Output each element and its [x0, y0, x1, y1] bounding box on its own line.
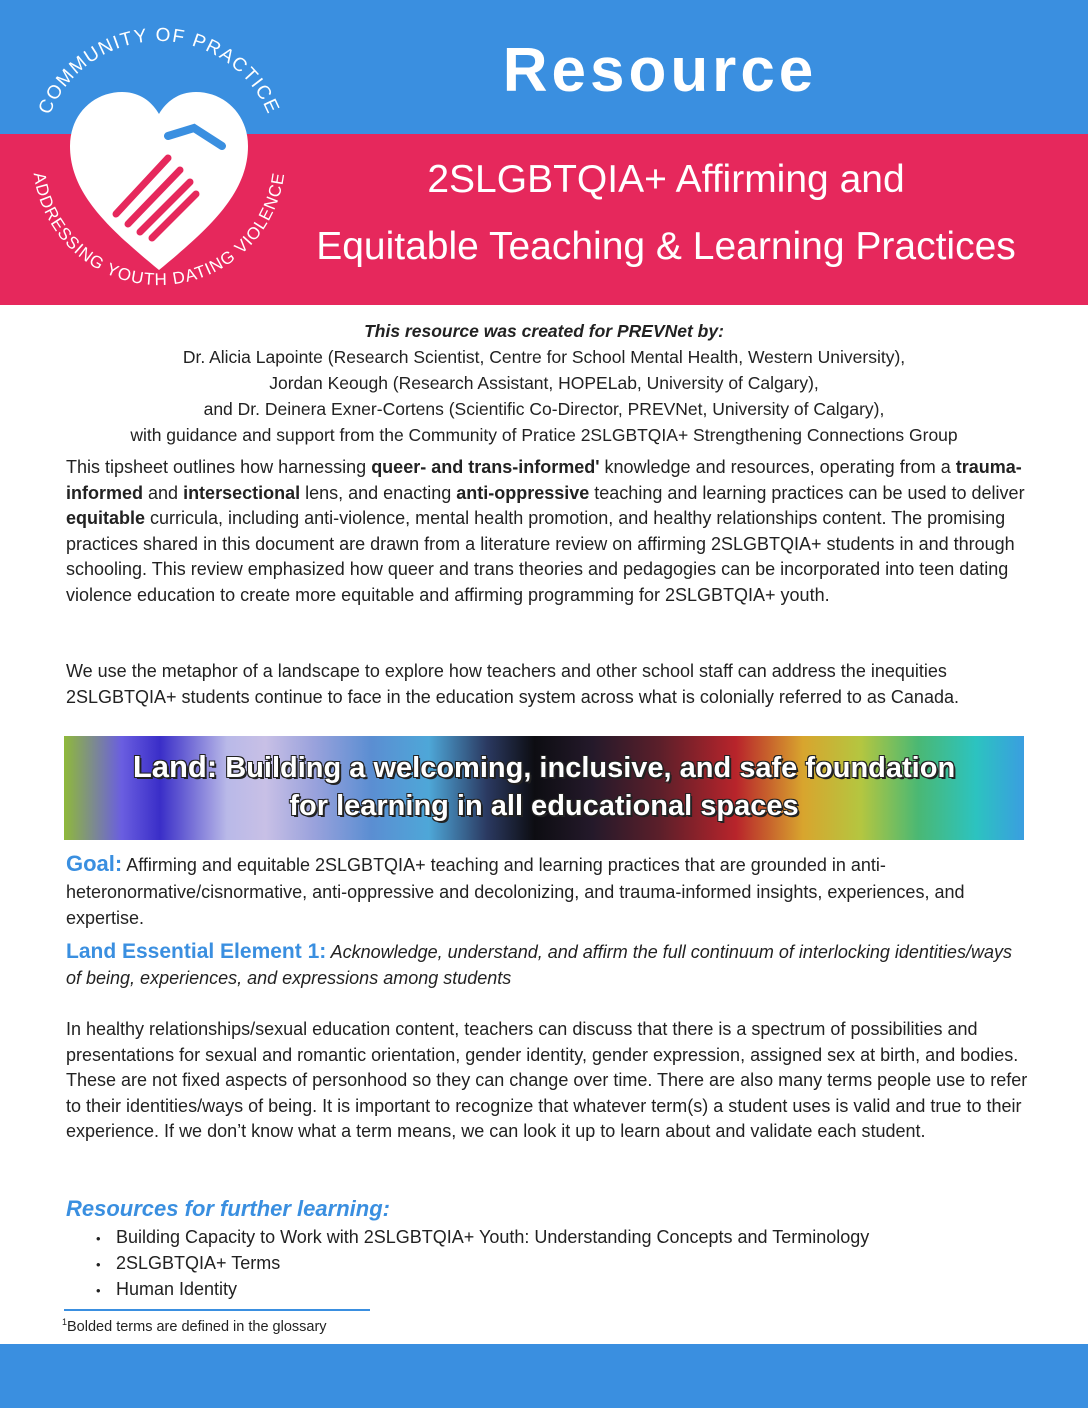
subtitle-line-1: 2SLGBTQIA+ Affirming and [427, 158, 905, 201]
bullet-icon: • [96, 1230, 101, 1246]
intro-text: teaching and learning practices can be used to deliver [589, 482, 1025, 503]
element-text: Acknowledge, understand, and affirm the full continuum of interlocking identities/ways of being, experiences, and expressions among students [66, 942, 1012, 988]
goal-text: Affirming and equitable 2SLGBTQIA+ teaching and learning practices that are grounded in anti-heteronormative/cisnormative, anti-oppressive and decolonizing, and trauma-informed insights, experiences, and expertise. [66, 855, 965, 928]
glossary-term: queer- and trans-informed' [371, 457, 600, 477]
glossary-term: intersectional [183, 482, 301, 503]
footer-blue-band [0, 1344, 1088, 1408]
land-banner-text: Building a welcoming, inclusive, and safe foundation [217, 752, 956, 784]
logo-bottom-text: ADDRESSING YOUTH DATING VIOLENCE [29, 170, 289, 290]
goal-label: Goal: [66, 851, 123, 876]
credits-heading: This resource was created for PREVNet by: [364, 321, 724, 341]
landscape-paragraph: We use the metaphor of a landscape to explore how teachers and other school staff can address the inequities 2SLGBTQIA+ students continue to face in the education system across what is colonially referred to as Canada. [66, 661, 959, 707]
bullet-icon: • [96, 1282, 101, 1298]
footnote-text: Bolded terms are defined in the glossary [67, 1318, 327, 1335]
footnote-divider [64, 1309, 370, 1311]
community-of-practice-logo [18, 18, 300, 300]
intro-text: This tipsheet outlines how harnessing [66, 457, 372, 477]
spectrum-paragraph: In healthy relationships/sexual education content, teachers can discuss that there is a spectrum of possibilities and presentations for sexual and romantic orientation, gender identity, gender expression, assigned sex at birth, and bodies. These are not fixed aspects of personhood so they can change over time. There are also many terms people use to refer to their identities/ways of being. It is important to recognize that whatever term(s) a student uses is valid and true to their experience. If we don’t know what a term means, we can look it up to learn about and validate each student. [66, 1019, 1028, 1142]
land-banner-line-2: for learning in all educational spaces [289, 790, 799, 822]
intro-text: curricula, including anti-violence, mental health promotion, and healthy relationships content. The promising practices shared in this document are drawn from a literature review on affirming 2SLGBTQIA+ students in and through schooling. This review emphasized how queer and trans theories and pedagogies can be incorporated into teen dating violence education to create more equitable and affirming programming for 2SLGBTQIA+ youth. [66, 508, 1015, 605]
page-subtitle [290, 146, 1042, 280]
subtitle-line-2: Equitable Teaching & Learning Practices [316, 225, 1016, 268]
resource-link-terms[interactable] [96, 1251, 869, 1277]
intro-text: lens, and enacting [300, 482, 457, 503]
credits-block [40, 318, 1048, 448]
credits-line-2: Jordan Keough (Research Assistant, HOPELab, University of Calgary), [269, 373, 819, 393]
resource-label: Human Identity [116, 1279, 238, 1299]
resource-link-human-identity[interactable] [96, 1277, 869, 1303]
essential-element-1 [66, 939, 1030, 991]
glossary-term: trauma-informed [66, 457, 1022, 503]
credits-line-1: Dr. Alicia Lapointe (Research Scientist, Centre for School Mental Health, Western University), [182, 347, 906, 367]
bullet-icon: • [96, 1256, 101, 1272]
resource-label: 2SLGBTQIA+ Terms [116, 1253, 281, 1273]
intro-text: knowledge and resources, operating from a [599, 457, 956, 477]
footnote [62, 1317, 327, 1335]
land-section-banner [64, 736, 1024, 840]
land-banner-lead: Land: [132, 749, 218, 784]
logo-top-text: COMMUNITY OF PRACTICE [34, 24, 284, 118]
footnote-marker: 1 [62, 1317, 68, 1327]
intro-paragraph [66, 455, 1030, 609]
credits-line-3: and Dr. Deinera Exner-Cortens (Scientific Co-Director, PREVNet, University of Calgary), [203, 399, 885, 419]
goal-statement [66, 851, 1030, 932]
element-label: Land Essential Element 1: [66, 940, 327, 963]
page-title: Resource [502, 36, 818, 105]
heart-handshake-icon [70, 92, 248, 270]
resource-link-concepts-terminology[interactable] [96, 1225, 869, 1251]
glossary-term: equitable [66, 508, 146, 529]
resources-heading: Resources for further learning: [66, 1196, 390, 1221]
resources-list [96, 1225, 869, 1303]
land-banner-line-1 [64, 748, 1024, 787]
glossary-term: anti-oppressive [456, 482, 590, 503]
credits-line-4: with guidance and support from the Community of Pratice 2SLGBTQIA+ Strengthening Connections Group [130, 425, 958, 445]
resource-label: Building Capacity to Work with 2SLGBTQIA+ Youth: Understanding Concepts and Terminology [116, 1227, 870, 1247]
intro-text: and [143, 482, 184, 503]
